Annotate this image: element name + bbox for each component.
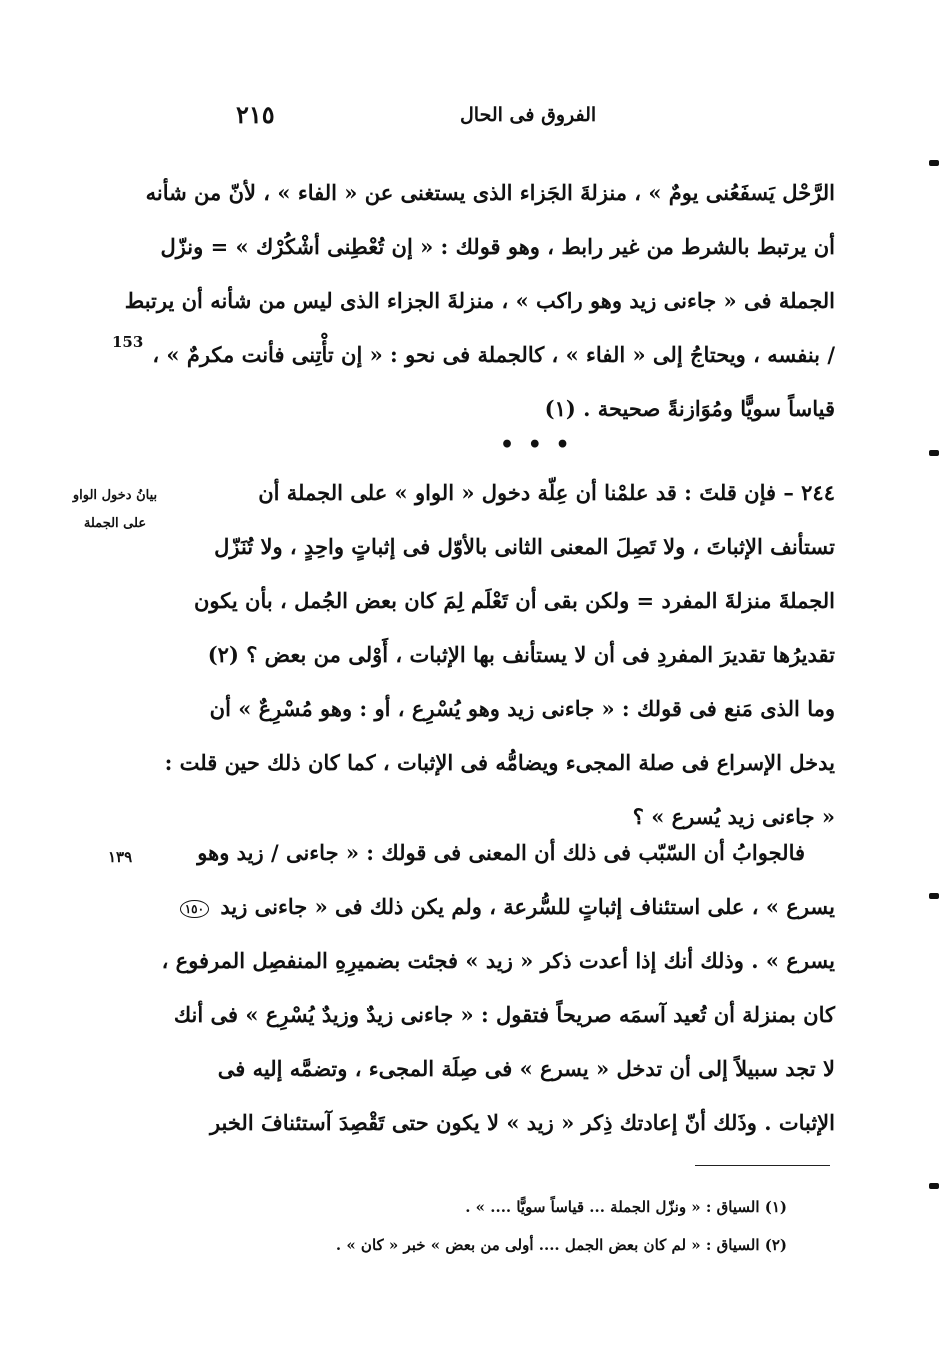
text-line: فالجوابُ أن السّبّب فى ذلك أن المعنى فى قولك : « جاءنى / زيد وهو <box>197 840 805 865</box>
scan-edge-mark <box>929 893 939 899</box>
text-line: الجملةَ منزلةَ المفرد = ولكن بقى أن تَعْلَم لِمَ كان بعض الجُمل ، بأن يكون <box>194 588 835 613</box>
text-line: كان بمنزلة أن تُعيد آسمَه صريحاً فتقول : « جاءنى زيدٌ وزيدٌ يُسْرِع » فى أنك <box>173 1002 835 1027</box>
text-line: / بنفسه ، ويحتاجُ إلى « الفاء » ، كالجملة فى نحو : « إن تأْتِنى فأنت مكرمٌ » ، <box>152 342 835 367</box>
paragraph-answer <box>161 826 835 1150</box>
margin-note-line: على الجملة <box>83 516 147 531</box>
margin-note <box>60 482 170 538</box>
page-number: ٢١٥ <box>236 100 275 129</box>
footnote: (١) السياق : « ونزّل الجملة ... قياساً سويًّا .... » . <box>465 1198 787 1216</box>
text-line: لا تجد سبيلاً إلى أن تدخل « يسرع » فى صِلَة المجىء ، وتضمَّه إليه فى <box>217 1056 835 1081</box>
margin-note-line: بيانُ دخول الواو <box>72 488 158 503</box>
running-title: الفروق فى الحال <box>460 104 597 126</box>
margin-page-ref: ١٣٩ <box>108 848 133 866</box>
text-line: ٢٤٤ – فإن قلتَ : قد علمْنا أن عِلّة دخول « الواو » على الجملة أن <box>258 480 835 505</box>
footnote: (٢) السياق : « لم كان بعض الجمل .... أولى من بعض » خبر « كان » . <box>335 1236 787 1254</box>
text-line: وما الذى مَنع فى قولك : « جاءنى زيد وهو يُسْرِع ، أو : وهو مُسْرِعٌ » أن <box>209 696 835 721</box>
text-line: يدخل الإسراع فى صلة المجىء ويضامُّه فى الإثبات ، كما كان ذلك حين قلت : <box>164 750 835 775</box>
text-line <box>184 880 835 934</box>
text-line: الجملة فى « جاءنى زيد وهو راكب » ، منزلةَ الجزاء الذى ليس من شأنه أن يرتبط <box>124 288 835 313</box>
footnote-rule <box>695 1165 830 1166</box>
margin-page-ref: 153 <box>112 333 144 351</box>
text-line: تقديرُها تقديرَ المفردِ فى أن لا يستأنف بها الإثبات ، أَوْلى من بعض ؟ (٢) <box>207 642 835 667</box>
scan-edge-mark <box>929 450 939 456</box>
text-segment: يسرع » ، على استئناف إثباتٍ للسُّرعة ، ولم يكن ذلك فى « جاءنى زيد <box>220 894 835 919</box>
scan-edge-mark <box>929 1183 939 1189</box>
scan-edge-mark <box>929 160 939 166</box>
text-line: الرَّحْل يَسفَعُنى يومٌ » ، منزلةَ الجَزاء الذى يستغنى عن « الفاء » ، لأنّ من شأنه <box>145 180 835 205</box>
text-line: يسرع » . وذلك أنك إذا أعدت ذكر « زيد » فجئت بضميرِهِ المنفصِل المرفوع ، <box>161 948 835 973</box>
paragraph-244 <box>164 466 835 844</box>
page-marker-circle: ١٥٠ <box>180 900 209 918</box>
text-line: تستأنف الإثباتَ ، ولا تَصِلَ المعنى الثانى بالأوّل فى إثباتٍ واحِدٍ ، ولا تُنَزّل <box>214 534 835 559</box>
text-line: « جاءنى زيد يُسرع » ؟ <box>632 804 835 829</box>
section-separator: • • • <box>500 432 573 458</box>
text-line: أن يرتبط بالشرط من غير رابط ، وهو قولك : « إن تُعْطِنى أشْكُرْك » = ونزّل <box>160 234 835 259</box>
text-line: الإثبات . وذَلك أنّ إعادتك ذِكر « زيد » لا يكون حتى تَقْصِدَ آستئنافَ الخبر <box>209 1110 835 1135</box>
text-line: قياساً سويًّا ومُوَازنةً صحيحة . (١) <box>544 396 835 421</box>
